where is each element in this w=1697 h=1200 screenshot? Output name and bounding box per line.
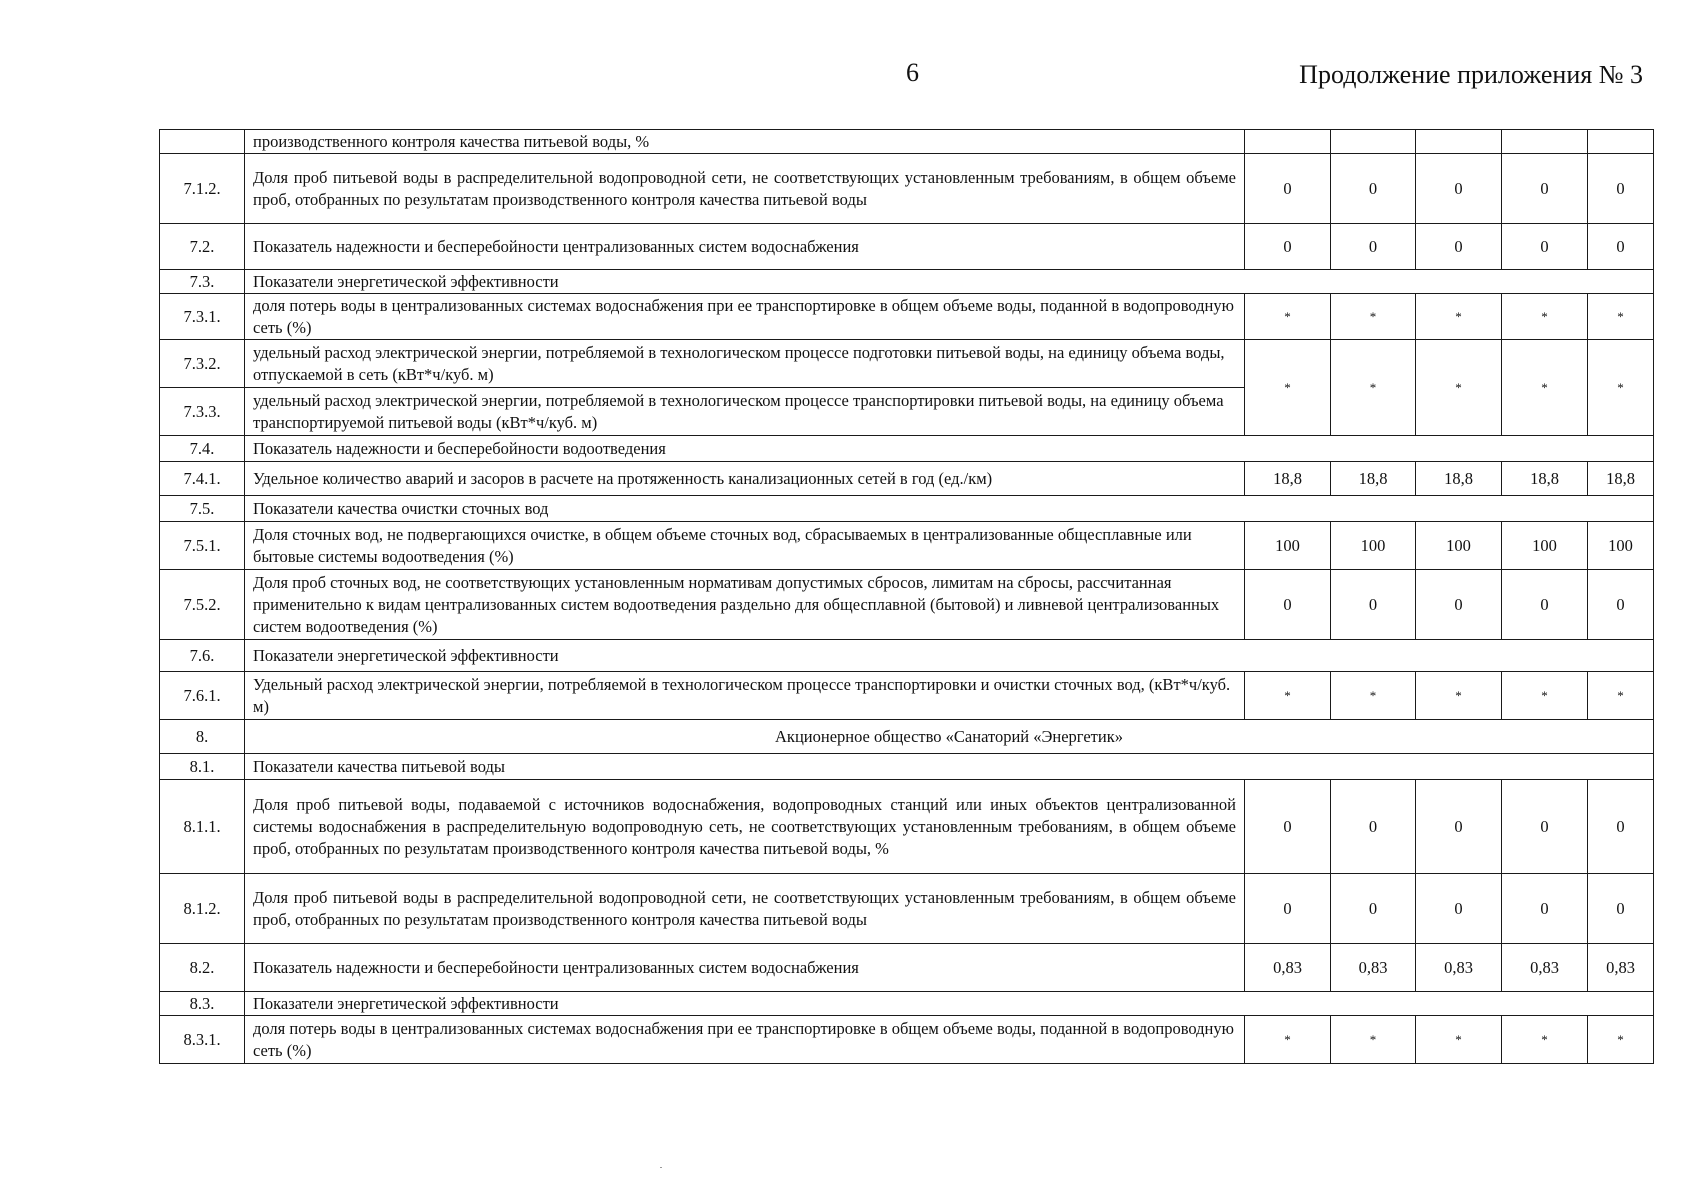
row-number: 7.2. bbox=[160, 224, 245, 270]
value-cell: * bbox=[1588, 340, 1654, 436]
table-row bbox=[160, 780, 1654, 874]
row-description: Доля проб питьевой воды, подаваемой с источников водоснабжения, водопроводных станций или иных объектов централизованной системы водоснабжения в распределительную водопроводную сеть, не соответствующих установленным требованиям, в общем объеме проб, отобранных по результатам производственного контроля качества питьевой воды, % bbox=[245, 780, 1245, 874]
row-description: Доля проб сточных вод, не соответствующих установленным нормативам допустимых сбросов, лимитам на сбросы, рассчитанная применительно к видам централизованных систем водоотведения раздельно для общесплавной (бытовой) и ливневой централизованных систем водоотведения (%) bbox=[245, 570, 1245, 640]
value-cell: * bbox=[1416, 294, 1502, 340]
value-cell: * bbox=[1588, 672, 1654, 720]
value-cell: 0 bbox=[1416, 874, 1502, 944]
row-number: 8. bbox=[160, 720, 245, 754]
row-number: 7.3.2. bbox=[160, 340, 245, 388]
row-number: 7.5. bbox=[160, 496, 245, 522]
value-cell: 100 bbox=[1331, 522, 1416, 570]
value-cell: 0,83 bbox=[1502, 944, 1588, 992]
row-number: 8.3.1. bbox=[160, 1016, 245, 1064]
row-number: 7.3.1. bbox=[160, 294, 245, 340]
section-heading: Показатели качества питьевой воды bbox=[245, 754, 1654, 780]
value-cell: 0 bbox=[1502, 570, 1588, 640]
value-cell: 18,8 bbox=[1502, 462, 1588, 496]
value-cell: 0 bbox=[1416, 224, 1502, 270]
value-cell: * bbox=[1245, 1016, 1331, 1064]
value-cell: * bbox=[1245, 340, 1331, 436]
value-cell: 0 bbox=[1588, 570, 1654, 640]
row-description: доля потерь воды в централизованных системах водоснабжения при ее транспортировке в общем объеме воды, поданной в водопроводную сеть (%) bbox=[245, 1016, 1245, 1064]
value-cell: 0 bbox=[1331, 154, 1416, 224]
value-cell: 0 bbox=[1331, 874, 1416, 944]
row-number: 8.1. bbox=[160, 754, 245, 780]
value-cell: * bbox=[1331, 294, 1416, 340]
indicators-table bbox=[159, 129, 1654, 1064]
table-row bbox=[160, 224, 1654, 270]
value-cell: * bbox=[1502, 1016, 1588, 1064]
row-description: Удельный расход электрической энергии, потребляемой в технологическом процессе транспортировки и очистки сточных вод, (кВт*ч/куб. м) bbox=[245, 672, 1245, 720]
value-cell bbox=[1245, 130, 1331, 154]
table-row bbox=[160, 340, 1654, 388]
value-cell: 0 bbox=[1416, 570, 1502, 640]
value-cell: * bbox=[1416, 340, 1502, 436]
value-cell: 0,83 bbox=[1331, 944, 1416, 992]
organization-heading: Акционерное общество «Санаторий «Энергетик» bbox=[245, 720, 1654, 754]
value-cell: * bbox=[1331, 340, 1416, 436]
value-cell: * bbox=[1416, 1016, 1502, 1064]
value-cell: 0 bbox=[1245, 224, 1331, 270]
value-cell: 0 bbox=[1416, 154, 1502, 224]
value-cell: 0 bbox=[1588, 224, 1654, 270]
table-row bbox=[160, 672, 1654, 720]
value-cell: 0 bbox=[1245, 154, 1331, 224]
value-cell: 100 bbox=[1416, 522, 1502, 570]
page-number: 6 bbox=[906, 58, 919, 87]
table-row bbox=[160, 130, 1654, 154]
value-cell: * bbox=[1245, 294, 1331, 340]
table-row bbox=[160, 874, 1654, 944]
value-cell: 0 bbox=[1588, 780, 1654, 874]
value-cell: 0 bbox=[1588, 154, 1654, 224]
value-cell bbox=[1416, 130, 1502, 154]
row-description: производственного контроля качества питьевой воды, % bbox=[245, 130, 1245, 154]
table-row bbox=[160, 522, 1654, 570]
value-cell: 0 bbox=[1502, 874, 1588, 944]
row-number: 7.5.1. bbox=[160, 522, 245, 570]
row-number: 8.1.2. bbox=[160, 874, 245, 944]
value-cell: * bbox=[1331, 1016, 1416, 1064]
row-number: 8.2. bbox=[160, 944, 245, 992]
section-heading: Показатели энергетической эффективности bbox=[245, 992, 1654, 1016]
row-number: 7.4.1. bbox=[160, 462, 245, 496]
value-cell: 100 bbox=[1502, 522, 1588, 570]
table-row bbox=[160, 754, 1654, 780]
value-cell bbox=[1331, 130, 1416, 154]
value-cell: 18,8 bbox=[1588, 462, 1654, 496]
value-cell: 100 bbox=[1245, 522, 1331, 570]
row-description: Доля проб питьевой воды в распределительной водопроводной сети, не соответствующих установленным требованиям, в общем объеме проб, отобранных по результатам производственного контроля качества питьевой воды bbox=[245, 874, 1245, 944]
value-cell: 0 bbox=[1416, 780, 1502, 874]
row-description: удельный расход электрической энергии, потребляемой в технологическом процессе транспортировки питьевой воды, на единицу объема транспортируемой питьевой воды (кВт*ч/куб. м) bbox=[245, 388, 1245, 436]
value-cell: * bbox=[1588, 294, 1654, 340]
appendix-caption: Продолжение приложения № 3 bbox=[1299, 60, 1643, 89]
table-row bbox=[160, 294, 1654, 340]
scan-speck bbox=[660, 1167, 662, 1168]
row-description: Доля сточных вод, не подвергающихся очистке, в общем объеме сточных вод, сбрасываемых в централизованные общесплавные или бытовые системы водоотведения (%) bbox=[245, 522, 1245, 570]
value-cell: * bbox=[1502, 340, 1588, 436]
value-cell: 0 bbox=[1502, 780, 1588, 874]
row-description: Показатель надежности и бесперебойности централизованных систем водоснабжения bbox=[245, 224, 1245, 270]
section-heading: Показатели качества очистки сточных вод bbox=[245, 496, 1654, 522]
value-cell: 0,83 bbox=[1245, 944, 1331, 992]
value-cell: 0,83 bbox=[1416, 944, 1502, 992]
row-number: 7.5.2. bbox=[160, 570, 245, 640]
value-cell: 18,8 bbox=[1331, 462, 1416, 496]
value-cell: 0 bbox=[1331, 780, 1416, 874]
row-description: доля потерь воды в централизованных системах водоснабжения при ее транспортировке в общем объеме воды, поданной в водопроводную сеть (%) bbox=[245, 294, 1245, 340]
row-description: Доля проб питьевой воды в распределительной водопроводной сети, не соответствующих установленным требованиям, в общем объеме проб, отобранных по результатам производственного контроля качества питьевой воды bbox=[245, 154, 1245, 224]
table-row bbox=[160, 462, 1654, 496]
value-cell: * bbox=[1331, 672, 1416, 720]
row-number: 8.1.1. bbox=[160, 780, 245, 874]
value-cell: 0 bbox=[1331, 224, 1416, 270]
value-cell bbox=[1588, 130, 1654, 154]
row-number: 7.4. bbox=[160, 436, 245, 462]
table-row bbox=[160, 992, 1654, 1016]
value-cell bbox=[1502, 130, 1588, 154]
value-cell: 0 bbox=[1588, 874, 1654, 944]
row-number: 7.6. bbox=[160, 640, 245, 672]
value-cell: 18,8 bbox=[1245, 462, 1331, 496]
value-cell: 18,8 bbox=[1416, 462, 1502, 496]
value-cell: 0 bbox=[1245, 874, 1331, 944]
table-row bbox=[160, 1016, 1654, 1064]
value-cell: * bbox=[1588, 1016, 1654, 1064]
value-cell: 0 bbox=[1245, 570, 1331, 640]
value-cell: * bbox=[1245, 672, 1331, 720]
table-row bbox=[160, 436, 1654, 462]
table-row bbox=[160, 944, 1654, 992]
table-row bbox=[160, 154, 1654, 224]
row-number: 7.6.1. bbox=[160, 672, 245, 720]
value-cell: 0 bbox=[1502, 224, 1588, 270]
row-number: 7.3. bbox=[160, 270, 245, 294]
row-description: Удельное количество аварий и засоров в расчете на протяженность канализационных сетей в год (ед./км) bbox=[245, 462, 1245, 496]
row-number: 7.1.2. bbox=[160, 154, 245, 224]
value-cell: * bbox=[1416, 672, 1502, 720]
section-heading: Показатель надежности и бесперебойности водоотведения bbox=[245, 436, 1654, 462]
table-row bbox=[160, 720, 1654, 754]
row-description: удельный расход электрической энергии, потребляемой в технологическом процессе подготовки питьевой воды, на единицу объема воды, отпускаемой в сеть (кВт*ч/куб. м) bbox=[245, 340, 1245, 388]
value-cell: 0 bbox=[1245, 780, 1331, 874]
table-row bbox=[160, 496, 1654, 522]
table-row bbox=[160, 640, 1654, 672]
section-heading: Показатели энергетической эффективности bbox=[245, 270, 1654, 294]
table-row bbox=[160, 270, 1654, 294]
value-cell: 0 bbox=[1502, 154, 1588, 224]
value-cell: 0,83 bbox=[1588, 944, 1654, 992]
value-cell: * bbox=[1502, 294, 1588, 340]
row-number: 7.3.3. bbox=[160, 388, 245, 436]
row-description: Показатель надежности и бесперебойности централизованных систем водоснабжения bbox=[245, 944, 1245, 992]
value-cell: 100 bbox=[1588, 522, 1654, 570]
value-cell: * bbox=[1502, 672, 1588, 720]
section-heading: Показатели энергетической эффективности bbox=[245, 640, 1654, 672]
table-row bbox=[160, 570, 1654, 640]
value-cell: 0 bbox=[1331, 570, 1416, 640]
row-number: 8.3. bbox=[160, 992, 245, 1016]
row-number bbox=[160, 130, 245, 154]
